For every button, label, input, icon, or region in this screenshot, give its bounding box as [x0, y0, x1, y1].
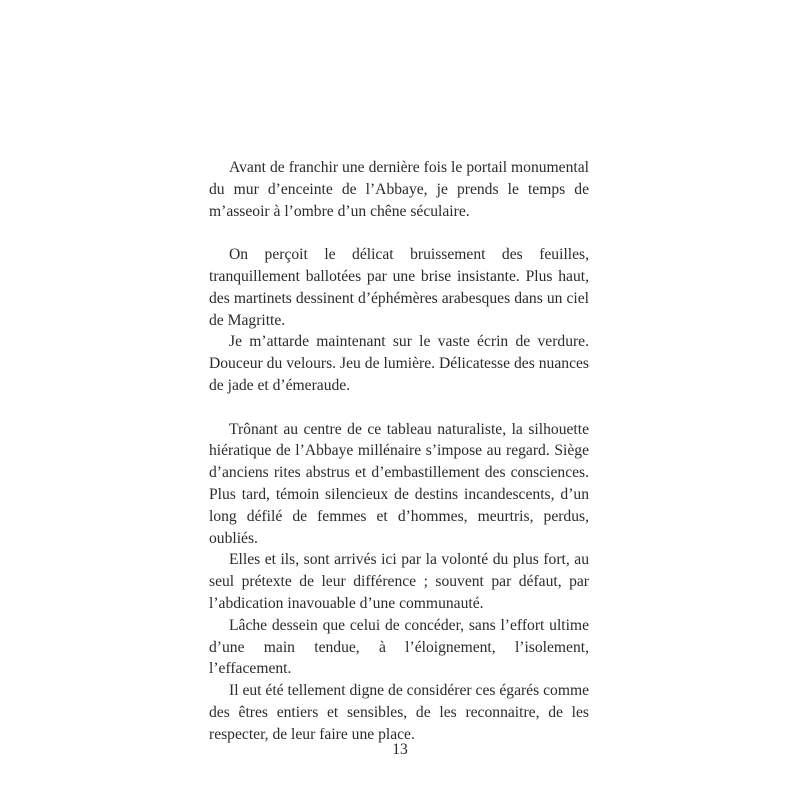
- paragraph: Trônant au centre de ce tableau naturaliste, la silhouette hiératique de l’Abbaye millénaire s’impose au regard. Siège d’anciens rites abstrus et d’embastillement des consciences. Plus tard, témoin silencieux de destins incandescents, d’un long défilé de femmes et d’hommes, meurtris, perdus, oubliés.: [209, 420, 589, 547]
- paragraph: Il eut été tellement digne de considérer ces égarés comme des êtres entiers et sensibles, de les reconnaitre, de les respecter, de leur faire une place.: [209, 682, 589, 743]
- body-text: [209, 157, 589, 746]
- paragraph: Lâche dessein que celui de concéder, sans l’effort ultime d’une main tendue, à l’éloignement, l’isolement, l’effacement.: [209, 616, 589, 678]
- paragraph: On perçoit le délicat bruissement des feuilles, tranquillement ballotées par une brise insistante. Plus haut, des martinets dessinent d’éphémères arabesques dans un ciel de Magritte.: [209, 246, 589, 329]
- paragraph: Avant de franchir une dernière fois le portail monumental du mur d’enceinte de l’Abbaye, je prends le temps de m’asseoir à l’ombre d’un chêne séculaire.: [209, 159, 589, 220]
- page-number: 13: [392, 741, 408, 758]
- paragraph: Je m’attarde maintenant sur le vaste écrin de verdure. Douceur du velours. Jeu de lumière. Délicatesse des nuances de jade et d’émeraude.: [209, 333, 589, 394]
- section-gap: [209, 222, 589, 244]
- paragraph: Elles et ils, sont arrivés ici par la volonté du plus fort, au seul prétexte de leur différence ; souvent par défaut, par l’abdication inavouable d’une communauté.: [209, 551, 589, 612]
- section-gap: [209, 397, 589, 419]
